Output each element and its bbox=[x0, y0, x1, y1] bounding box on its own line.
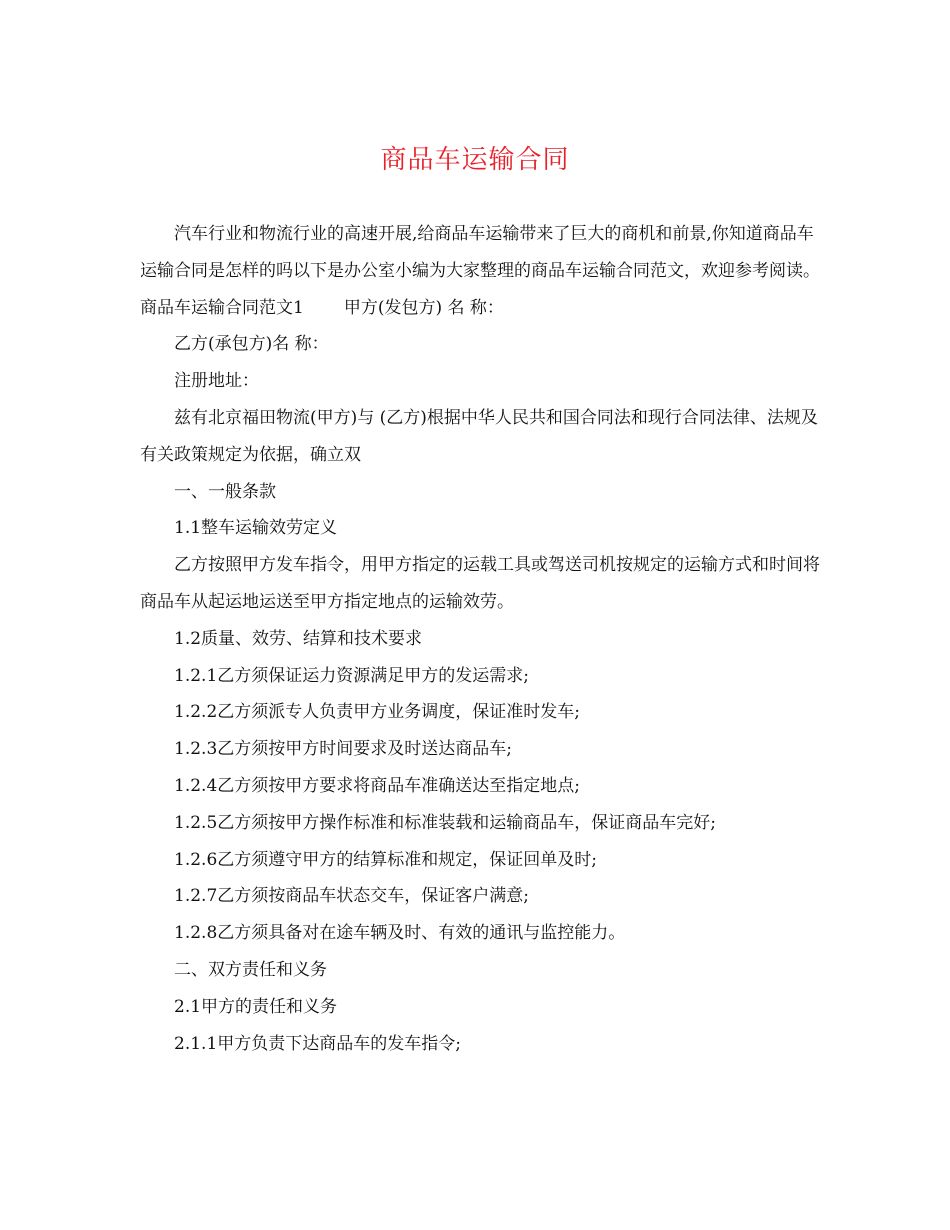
party-b-label: 乙方(承包方)名 称： bbox=[174, 334, 329, 355]
clause-item: 1.2.8乙方须具备对在途车辆及时、有效的通讯与监控能力。 bbox=[174, 923, 626, 944]
clause-2-1-title: 2.1甲方的责任和义务 bbox=[174, 996, 338, 1017]
address-label: 注册地址： bbox=[174, 371, 259, 392]
clause-item: 1.2.7乙方须按商品车状态交车，保证客户满意; bbox=[174, 886, 529, 907]
clause-item: 1.2.5乙方须按甲方操作标准和标准装载和运输商品车，保证商品车完好; bbox=[174, 812, 716, 833]
preamble-paragraph: 兹有北京福田物流(甲方)与 (乙方)根据中华人民共和国合同法和现行合同法律、法规及有关政策规定为依据，确立双 bbox=[140, 407, 818, 465]
document-body bbox=[140, 216, 824, 1062]
clause-1-1-title: 1.1整车运输效劳定义 bbox=[174, 518, 338, 539]
clause-1-1-text: 乙方按照甲方发车指令，用甲方指定的运载工具或驾送司机按规定的运输方式和时间将商品车从起运地运送至甲方指定地点的运输效劳。 bbox=[140, 555, 820, 612]
clause-item: 1.2.4乙方须按甲方要求将商品车准确送达至指定地点; bbox=[174, 775, 580, 796]
sample-heading-line bbox=[140, 290, 824, 327]
intro-paragraph: 汽车行业和物流行业的高速开展,给商品车运输带来了巨大的商机和前景,你知道商品车运输合同是怎样的吗以下是办公室小编为大家整理的商品车运输合同范文，欢迎参考阅读。 bbox=[140, 224, 820, 281]
clause-2-1-1: 2.1.1甲方负责下达商品车的发车指令; bbox=[174, 1033, 461, 1054]
clause-1-2-title: 1.2质量、效劳、结算和技术要求 bbox=[174, 628, 423, 649]
clause-item: 1.2.6乙方须遵守甲方的结算标准和规定，保证回单及时; bbox=[174, 849, 597, 870]
clause-item: 1.2.3乙方须按甲方时间要求及时送达商品车; bbox=[174, 739, 512, 760]
sample-heading: 商品车运输合同范文1 bbox=[140, 297, 304, 318]
party-a-label: 甲方(发包方) 名 称： bbox=[343, 297, 504, 318]
section-1-title: 一、一般条款 bbox=[174, 481, 276, 502]
document-title: 商品车运输合同 bbox=[380, 145, 570, 175]
clause-item: 1.2.2乙方须派专人负责甲方业务调度，保证准时发车; bbox=[174, 702, 580, 723]
section-2-title: 二、双方责任和义务 bbox=[174, 959, 327, 980]
clause-item: 1.2.1乙方须保证运力资源满足甲方的发运需求; bbox=[174, 665, 529, 686]
